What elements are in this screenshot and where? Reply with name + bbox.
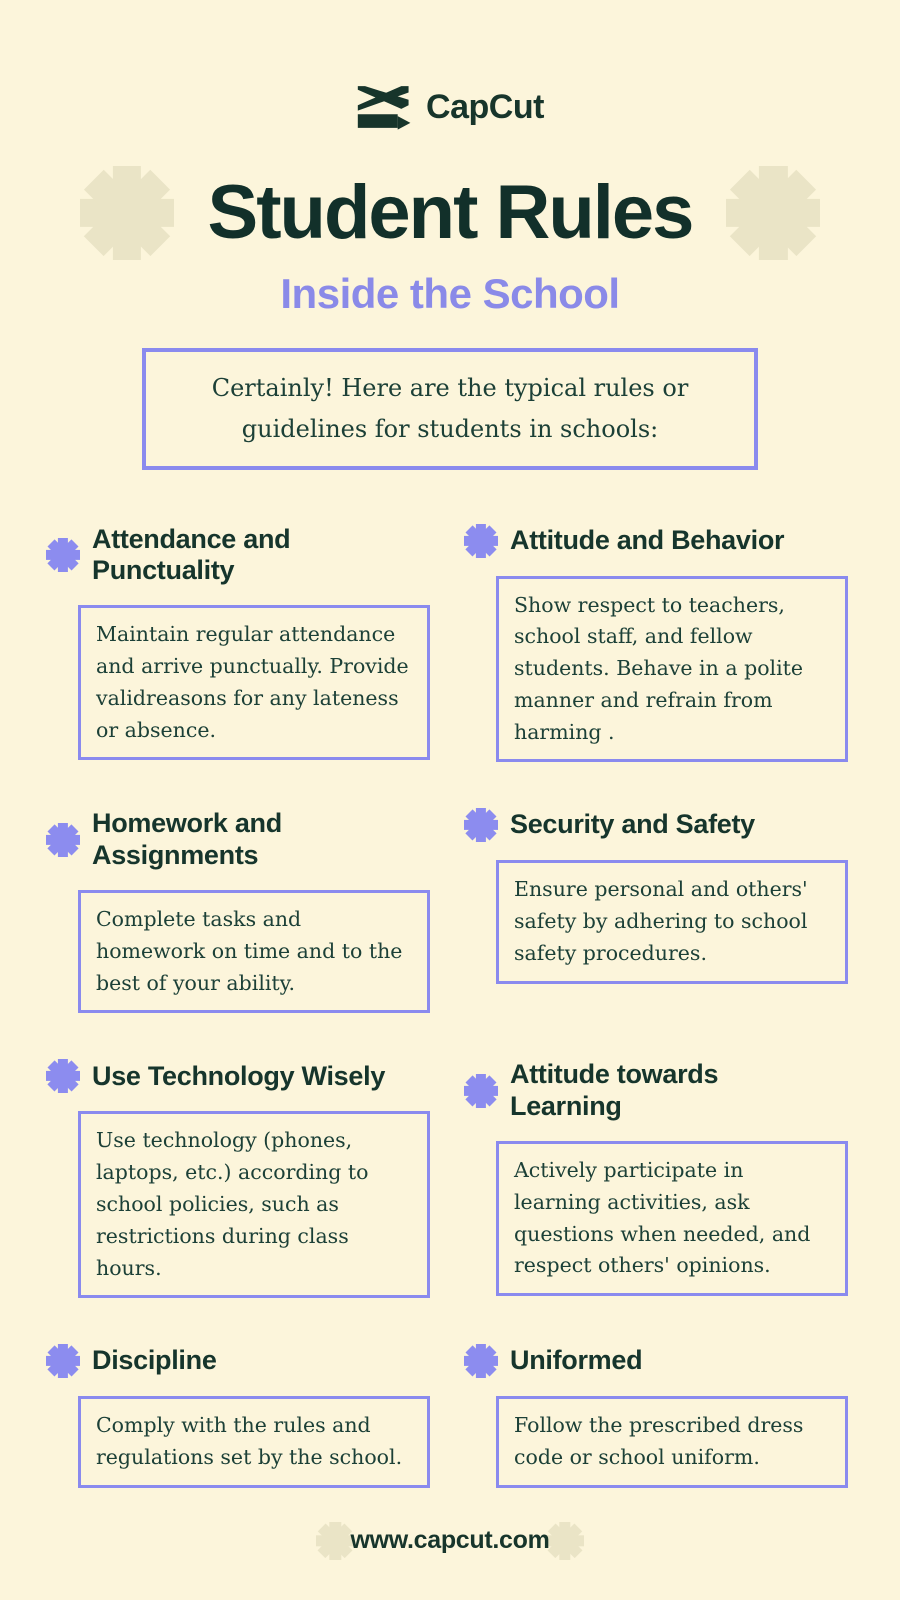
section-body-box: Show respect to teachers, school staff, and fellow students. Behave in a polite manner and refrain from harming .	[496, 576, 848, 763]
section-discipline	[46, 1344, 436, 1488]
section-title: Discipline	[92, 1345, 217, 1376]
section-title: Use Technology Wisely	[92, 1060, 386, 1091]
page-subtitle: Inside the School	[280, 270, 620, 317]
footer-right-asterisk-icon	[546, 1522, 584, 1560]
footer-url: www.capcut.com	[350, 1526, 550, 1555]
section-homework-assignments	[46, 808, 436, 1013]
section-asterisk-icon	[464, 1344, 498, 1378]
section-use-technology-wisely	[46, 1059, 436, 1298]
section-asterisk-icon	[464, 1074, 498, 1108]
section-attendance-punctuality	[46, 524, 436, 763]
section-uniformed	[464, 1344, 854, 1488]
section-title: Attitude towards Learning	[510, 1059, 719, 1122]
section-title: Uniformed	[510, 1345, 643, 1376]
section-title: Homework and Assignments	[92, 808, 282, 871]
section-asterisk-icon	[464, 524, 498, 558]
capcut-logo	[0, 84, 900, 130]
section-body-box: Actively participate in learning activities, ask questions when needed, and respect others' opinions.	[496, 1141, 848, 1296]
section-body-box: Maintain regular attendance and arrive punctually. Provide validreasons for any lateness or absence.	[78, 605, 430, 760]
section-attitude-learning	[464, 1059, 854, 1298]
section-security-safety	[464, 808, 854, 1013]
section-body-box: Follow the prescribed dress code or school uniform.	[496, 1396, 848, 1488]
section-body-box: Complete tasks and homework on time and to the best of your ability.	[78, 890, 430, 1013]
capcut-logo-text: CapCut	[426, 87, 544, 126]
section-body-box: Ensure personal and others' safety by adhering to school safety procedures.	[496, 860, 848, 983]
section-asterisk-icon	[46, 823, 80, 857]
capcut-clapperboard-icon	[356, 84, 414, 130]
section-asterisk-icon	[46, 538, 80, 572]
hero	[0, 166, 900, 318]
section-attitude-behavior	[464, 524, 854, 763]
title-left-asterisk-icon	[80, 166, 174, 260]
rules-grid	[0, 524, 900, 1488]
title-right-asterisk-icon	[726, 166, 820, 260]
section-body-box: Use technology (phones, laptops, etc.) according to school policies, such as restrictions during class hours.	[78, 1111, 430, 1298]
section-body-box: Comply with the rules and regulations set by the school.	[78, 1396, 430, 1488]
section-title: Attendance and Punctuality	[92, 523, 291, 586]
section-asterisk-icon	[464, 808, 498, 842]
intro-box: Certainly! Here are the typical rules or guidelines for students in schools:	[142, 348, 758, 470]
page-title: Student Rules	[207, 170, 693, 256]
section-asterisk-icon	[46, 1344, 80, 1378]
footer	[0, 1522, 900, 1560]
section-title: Security and Safety	[510, 809, 755, 840]
section-title: Attitude and Behavior	[510, 524, 785, 555]
section-asterisk-icon	[46, 1059, 80, 1093]
footer-left-asterisk-icon	[316, 1522, 354, 1560]
